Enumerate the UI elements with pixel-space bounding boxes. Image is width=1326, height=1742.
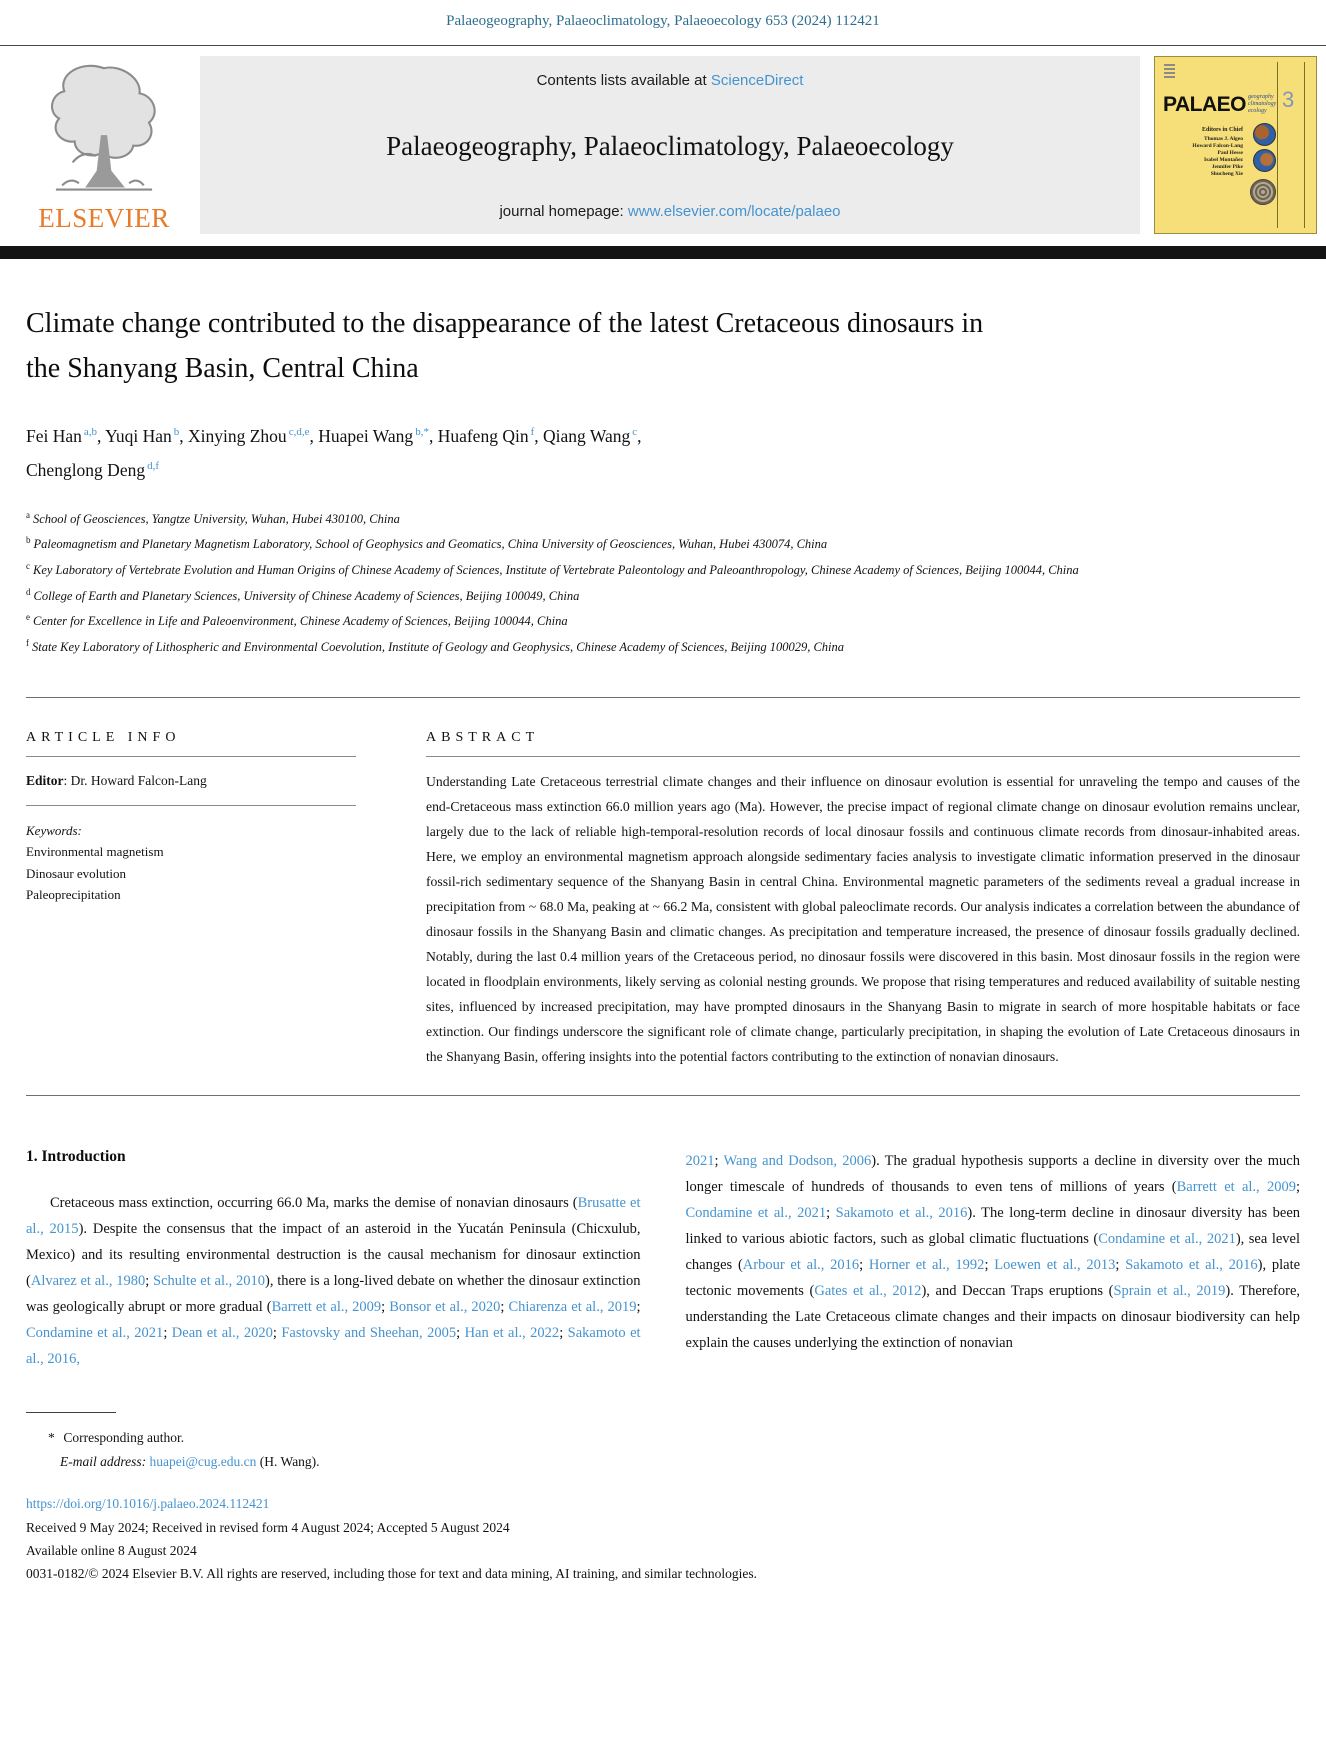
available-online: Available online 8 August 2024: [26, 1542, 197, 1558]
author-affiliation-superscript: b: [173, 426, 180, 438]
author-name: Xinying Zhou: [188, 425, 287, 446]
author-name: Chenglong Deng: [26, 459, 146, 480]
affiliation-superscript: d: [26, 586, 31, 597]
introduction-columns: [26, 1148, 1300, 1372]
author-affiliation-superscript: a,b: [83, 426, 98, 438]
cover-subtitle-word: ecology: [1248, 108, 1267, 114]
text-run: ;: [381, 1298, 390, 1315]
citation-link[interactable]: Horner et al., 1992: [868, 1256, 985, 1273]
citation-link[interactable]: Barrett et al., 2009: [271, 1298, 382, 1315]
keyword: Dinosaur evolution: [26, 865, 127, 881]
abstract-heading: ABSTRACT: [426, 729, 540, 745]
keyword: Paleoprecipitation: [26, 887, 121, 903]
citation-link[interactable]: Dean et al., 2020: [171, 1324, 273, 1341]
citation-link[interactable]: Arbour et al., 2016: [742, 1256, 860, 1273]
affiliation-line: [26, 607, 1300, 633]
body-top-divider: [26, 1095, 1300, 1096]
cover-brand: PALAEO: [1163, 93, 1246, 116]
text-run: ). Despite the consensus that the impact of an asteroid in the Yucatán Peninsula (Chicxulub, Mexico) and its resulting environmental destruction is the causal mechanism for dinosaur extinction (: [26, 1220, 641, 1289]
citation-link[interactable]: Fastovsky and Sheehan, 2005: [281, 1324, 457, 1341]
citation-link[interactable]: Sakamoto et al., 2016,: [26, 1324, 641, 1367]
text-run: ), sea level changes (: [685, 1230, 1300, 1273]
author: [26, 460, 159, 480]
editor-value: : Dr. Howard Falcon-Lang: [63, 772, 207, 788]
text-run: ), there is a long-lived debate on whether the dinosaur extinction was geologically abrupt or more gradual (: [26, 1272, 641, 1315]
citation-link[interactable]: Alvarez et al., 1980: [30, 1272, 146, 1289]
asterisk: *: [48, 1429, 55, 1445]
cover-divider-line: [1304, 62, 1305, 228]
contents-prefix: Contents lists available at: [536, 72, 711, 89]
citation-link[interactable]: Condamine et al., 2021: [1098, 1230, 1236, 1247]
top-divider: [0, 45, 1326, 46]
author-separator: ,: [97, 425, 106, 446]
article-history-block: [26, 1492, 1300, 1585]
citation-link[interactable]: Bonsor et al., 2020: [389, 1298, 501, 1315]
text-run: ), and Deccan Traps eruptions (: [921, 1282, 1114, 1299]
affiliation-text: College of Earth and Planetary Sciences, University of Chinese Academy of Sciences, Beijing 100049, China: [33, 588, 580, 603]
header-black-bar: [0, 246, 1326, 259]
citation-link[interactable]: Chiarenza et al., 2019: [508, 1298, 637, 1315]
author: [188, 426, 318, 446]
affiliation-superscript: e: [26, 612, 30, 623]
cover-editor-name: Thomas J. Algeo: [1204, 136, 1243, 142]
author-separator: ,: [309, 425, 319, 446]
text-run: ;: [559, 1324, 568, 1341]
affiliation-line: [26, 556, 1300, 582]
homepage-line: [200, 203, 1140, 220]
cover-editors-label: Editors in Chief: [1201, 127, 1243, 133]
abstract-text: Understanding Late Cretaceous terrestrial climate changes and their influence on dinosaur evolution is essential for unraveling the tempo and causes of the end-Cretaceous mass extinction 66.0 million years ago (Ma). However, the precise impact of regional climate change on dinosaur evolution remains unclear, largely due to the lack of reliable high-temporal-resolution records of local dinosaur fossils and continuous climate records from dinosaur-inhabited areas. Here, we employ an environmental magnetism approach alongside sedimentary facies analysis to investigate climatic information preserved in the dinosaur fossil-rich sedimentary sequence of the Shanyang Basin in central China. Environmental magnetic parameters of the sediments reveal a gradual increase in precipitation from ~ 68.0 Ma, peaking at ~ 66.2 Ma, consistent with global paleoclimate records. Our analysis indicates a correlation between the abundance of dinosaur fossils in the Shanyang Basin and climatic changes. As precipitation and temperature increased, the presence of dinosaur fossils gradually declined. Notably, during the last 0.4 million years of the Cretaceous period, no dinosaur fossils were discovered in this basin. Most dinosaur fossils in the region were located in floodplain environments, likely serving as colonial nesting grounds. We propose that rising temperatures and reduced availability of suitable nesting sites, influenced by increased precipitation, may have prompted dinosaurs in the Shanyang Basin to migrate in search of more hospitable habitats or face extinction. Our findings underscore the significant role of climate change, particularly precipitation, in shaping the evolution of Late Cretaceous dinosaurs in the Shanyang Basin, offering insights into the potential factors contributing to the extinction of nonavian dinosaurs.: [426, 773, 1300, 1064]
text-run: ;: [1295, 1178, 1301, 1195]
text-run: ;: [984, 1256, 995, 1273]
corresponding-author-note: [26, 1426, 1300, 1450]
citation-link[interactable]: Schulte et al., 2010: [153, 1272, 266, 1289]
cover-publisher-mark-icon: [1164, 64, 1175, 79]
text-run: ). The gradual hypothesis supports a decline in diversity over the much longer timescale of hundreds of thousands to even tens of millions of years (: [685, 1152, 1300, 1195]
cover-editor-name: Howard Falcon-Lang: [1192, 143, 1243, 149]
received-dates: Received 9 May 2024; Received in revised form 4 August 2024; Accepted 5 August 2024: [26, 1519, 510, 1535]
author: [26, 426, 105, 446]
author-affiliation-superscript: b,*: [415, 426, 429, 438]
contents-line: [200, 72, 1140, 89]
author-line-2: [26, 451, 1300, 485]
author-name: Huafeng Qin: [437, 425, 529, 446]
palaeo-cover-thumbnail: [1154, 56, 1317, 234]
journal-banner: [20, 56, 1317, 234]
sciencedirect-link[interactable]: ScienceDirect: [710, 72, 804, 89]
author-list: [26, 417, 1300, 485]
author-name: Qiang Wang: [543, 425, 631, 446]
abstract-section: [426, 698, 1300, 1069]
elsevier-tree-icon: [40, 56, 168, 205]
journal-title: Palaeogeography, Palaeoclimatology, Palaeoecology: [386, 130, 954, 161]
author-separator: ,: [637, 425, 642, 446]
text-run: ;: [1115, 1256, 1126, 1273]
citation-link[interactable]: Condamine et al., 2021: [26, 1324, 164, 1341]
author-line-1: [26, 417, 1300, 451]
text-run: ;: [163, 1324, 172, 1341]
homepage-link[interactable]: www.elsevier.com/locate/palaeo: [627, 203, 841, 220]
text-run: ;: [859, 1256, 869, 1273]
meta-row: [26, 698, 1300, 1069]
author: [543, 426, 641, 446]
cover-editor-name: Isabel Montañez: [1204, 157, 1243, 163]
citation-link[interactable]: Sakamoto et al., 2016: [1125, 1256, 1258, 1273]
affiliation-text: State Key Laboratory of Lithospheric and Environmental Coevolution, Institute of Geology and Geophysics, Chinese Academy of Sciences, Beijing 100029, China: [32, 640, 845, 655]
keywords-list: [26, 841, 356, 906]
cover-editors-list: [1167, 136, 1243, 178]
editor-line: [26, 773, 356, 789]
text-run: ;: [272, 1324, 282, 1341]
author-affiliation-superscript: c: [632, 426, 638, 438]
text-run: ;: [500, 1298, 509, 1315]
text-run: ;: [456, 1324, 465, 1341]
citation-link[interactable]: 2021: [685, 1152, 715, 1169]
author-affiliation-superscript: c,d,e: [288, 426, 310, 438]
article-info-section: [26, 698, 356, 906]
journal-citation-header: Palaeogeography, Palaeoclimatology, Palaeoecology 653 (2024) 112421: [446, 13, 880, 29]
introduction-heading: 1. Introduction: [26, 1147, 126, 1165]
citation-link[interactable]: Loewen et al., 2013: [994, 1256, 1116, 1273]
author-affiliation-superscript: d,f: [147, 459, 160, 472]
editor-label: Editor: [26, 772, 64, 788]
author: [318, 426, 437, 446]
affiliation-superscript: b: [26, 535, 31, 546]
introduction-left-paragraph: [26, 1190, 641, 1372]
cover-editor-name: Jennifer Pike: [1211, 164, 1243, 170]
email-suffix: (H. Wang).: [256, 1453, 320, 1469]
citation-link[interactable]: Wang and Dodson, 2006: [723, 1152, 872, 1169]
affiliation-text: Center for Excellence in Life and Paleoenvironment, Chinese Academy of Sciences, Beijing 100044, China: [33, 614, 568, 629]
citation-link[interactable]: Gates et al., 2012: [814, 1282, 922, 1299]
title-block: [26, 301, 1300, 659]
text-run: ). The long-term decline in dinosaur diversity has been linked to various abiotic factors, such as global climatic fluctuations (: [685, 1204, 1301, 1247]
citation-link[interactable]: Barrett et al., 2009: [1176, 1178, 1296, 1195]
email-line: [26, 1450, 1300, 1474]
affiliation-text: Paleomagnetism and Planetary Magnetism Laboratory, School of Geophysics and Geomatics, China University of Geosciences, Wuhan, Hubei 430074, China: [33, 537, 828, 552]
citation-link[interactable]: Brusatte et al., 2015: [26, 1194, 641, 1237]
abstract-rule: [426, 756, 1300, 757]
elsevier-logo: [20, 56, 188, 234]
text-run: Cretaceous mass extinction, occurring 66.0 Ma, marks the demise of nonavian dinosaurs (: [50, 1194, 578, 1211]
affiliation-line: [26, 582, 1300, 608]
keywords-rule: [26, 805, 356, 806]
citation-link[interactable]: Sakamoto et al., 2016: [835, 1204, 968, 1221]
affiliation-text: School of Geosciences, Yangtze University, Wuhan, Hubei 430100, China: [33, 511, 400, 526]
affiliation-line: [26, 633, 1300, 659]
cover-issue-number: 3: [1282, 87, 1295, 112]
doi-link[interactable]: https://doi.org/10.1016/j.palaeo.2024.112421: [26, 1495, 270, 1511]
author-separator: ,: [534, 425, 543, 446]
text-run: ;: [826, 1204, 836, 1221]
author: [105, 426, 188, 446]
text-run: ), plate tectonic movements (: [685, 1256, 1301, 1299]
homepage-prefix: journal homepage:: [499, 203, 628, 220]
author-separator: ,: [428, 425, 438, 446]
citation-link[interactable]: Condamine et al., 2021: [685, 1204, 827, 1221]
footnote-divider: [26, 1412, 116, 1413]
introduction-right-column: [686, 1148, 1301, 1372]
globe-icon: [1253, 123, 1276, 146]
email-label: E-mail address:: [60, 1453, 150, 1469]
cover-subtitle-word: geography: [1248, 94, 1274, 100]
affiliation-line: [26, 530, 1300, 556]
affiliations-list: [26, 505, 1300, 659]
keyword: Environmental magnetism: [26, 844, 164, 860]
cover-subtitle: [1248, 94, 1276, 115]
cover-divider-line: [1277, 62, 1278, 228]
banner-center: [200, 56, 1140, 234]
cover-editor-name: Paul Hesse: [1217, 150, 1243, 156]
article-info-heading: ARTICLE INFO: [26, 729, 181, 745]
corresponding-author-text: Corresponding author.: [60, 1429, 185, 1445]
introduction-right-paragraph: [686, 1148, 1301, 1356]
affiliation-superscript: c: [26, 560, 30, 571]
citation-link[interactable]: Han et al., 2022: [464, 1324, 560, 1341]
author-separator: ,: [179, 425, 188, 446]
affiliation-line: [26, 505, 1300, 531]
author-affiliation-superscript: f: [530, 426, 535, 438]
affiliation-superscript: f: [26, 637, 29, 648]
author-name: Huapei Wang: [318, 425, 414, 446]
article-info-rule: [26, 756, 356, 757]
citation-link[interactable]: Sprain et al., 2019: [1113, 1282, 1226, 1299]
footnote-block: [26, 1412, 1300, 1474]
introduction-left-column: [26, 1148, 641, 1372]
affiliation-superscript: a: [26, 509, 30, 520]
cover-editors: [1167, 127, 1243, 178]
text-run: ;: [636, 1298, 641, 1315]
globe-icon: [1253, 149, 1276, 172]
text-run: ;: [145, 1272, 154, 1289]
copyright-line: 0031-0182/© 2024 Elsevier B.V. All rights are reserved, including those for text and data mining, AI training, and similar technologies.: [26, 1565, 757, 1581]
email-link[interactable]: huapei@cug.edu.cn: [149, 1453, 257, 1469]
ammonite-fossil-icon: [1250, 179, 1276, 205]
cover-subtitle-word: climatology: [1248, 101, 1277, 107]
author: [438, 426, 543, 446]
cover-editor-name: Shucheng Xie: [1210, 171, 1243, 177]
elsevier-wordmark: ELSEVIER: [38, 203, 170, 233]
author-name: Yuqi Han: [105, 425, 172, 446]
article-title: Climate change contributed to the disappearance of the latest Cretaceous dinosaurs in the Shanyang Basin, Central China: [26, 308, 984, 384]
author-name: Fei Han: [26, 425, 82, 446]
keywords-label: Keywords:: [26, 822, 82, 838]
text-run: ;: [714, 1152, 724, 1169]
text-run: ). Therefore, understanding the Late Cretaceous climate changes and their impacts on dinosaur biodiversity can help explain the causes underlying the extinction of nonavian: [685, 1282, 1301, 1351]
affiliation-text: Key Laboratory of Vertebrate Evolution and Human Origins of Chinese Academy of Sciences, Institute of Vertebrate Paleontology and Paleoanthropology, Chinese Academy of Sciences, Beijing 100044, China: [33, 563, 1079, 578]
